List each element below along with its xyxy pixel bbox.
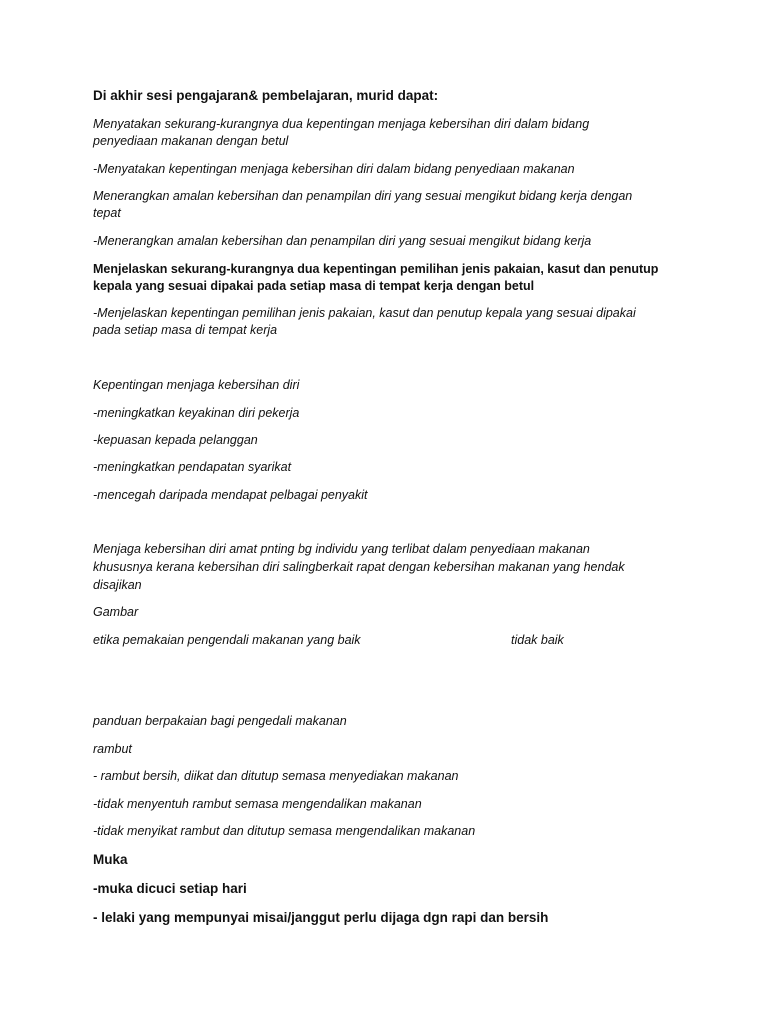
importance-item-2: -kepuasan kepada pelanggan <box>93 433 258 447</box>
objective-5-line-2: kepala yang sesuai dipakai pada setiap masa di tempat kerja dengan betul <box>93 279 535 293</box>
objective-2-line-1: -Menyatakan kepentingan menjaga kebersihan diri dalam bidang penyediaan makanan <box>93 162 575 176</box>
gambar-label: Gambar <box>93 605 139 619</box>
importance-title: Kepentingan menjaga kebersihan diri <box>93 378 300 392</box>
hair-item-2: -tidak menyentuh rambut semasa mengendalikan makanan <box>93 797 422 811</box>
objective-6-line-2: pada setiap masa di tempat kerja <box>93 323 278 337</box>
face-item-2: - lelaki yang mempunyai misai/janggut perlu dijaga dgn rapi dan bersih <box>93 910 549 925</box>
gambar-left-caption: etika pemakaian pengendali makanan yang baik <box>93 633 361 647</box>
objective-5-line-1: Menjelaskan sekurang-kurangnya dua kepentingan pemilihan jenis pakaian, kasut dan penutup <box>93 262 659 276</box>
gambar-right-caption: tidak baik <box>511 633 564 647</box>
face-item-1: -muka dicuci setiap hari <box>93 881 247 896</box>
importance-item-3: -meningkatkan pendapatan syarikat <box>93 460 292 474</box>
hair-item-1: - rambut bersih, diikat dan ditutup semasa menyediakan makanan <box>93 769 459 783</box>
importance-item-1: -meningkatkan keyakinan diri pekerja <box>93 406 300 420</box>
objective-3-line-1: Menerangkan amalan kebersihan dan penampilan diri yang sesuai mengikut bidang kerja dengan <box>93 189 633 203</box>
face-title: Muka <box>93 852 128 867</box>
objective-3-line-2: tepat <box>93 206 121 220</box>
objective-6-line-1: -Menjelaskan kepentingan pemilihan jenis pakaian, kasut dan penutup kepala yang sesuai dipakai <box>93 306 636 320</box>
paragraph-line-3: disajikan <box>93 578 142 592</box>
paragraph-line-1: Menjaga kebersihan diri amat pnting bg individu yang terlibat dalam penyediaan makanan <box>93 542 590 556</box>
paragraph-line-2: khususnya kerana kebersihan diri salingberkait rapat dengan kebersihan makanan yang hendak <box>93 560 625 574</box>
hair-item-3: -tidak menyikat rambut dan ditutup semasa mengendalikan makanan <box>93 824 476 838</box>
hair-title: rambut <box>93 742 132 756</box>
importance-item-4: -mencegah daripada mendapat pelbagai penyakit <box>93 488 368 502</box>
objectives-heading: Di akhir sesi pengajaran& pembelajaran, murid dapat: <box>93 88 439 103</box>
objective-4-line-1: -Menerangkan amalan kebersihan dan penampilan diri yang sesuai mengikut bidang kerja <box>93 234 592 248</box>
guide-title: panduan berpakaian bagi pengedali makanan <box>93 714 347 728</box>
objective-1-line-1: Menyatakan sekurang-kurangnya dua kepentingan menjaga kebersihan diri dalam bidang <box>93 117 590 131</box>
objective-1-line-2: penyediaan makanan dengan betul <box>93 134 289 148</box>
